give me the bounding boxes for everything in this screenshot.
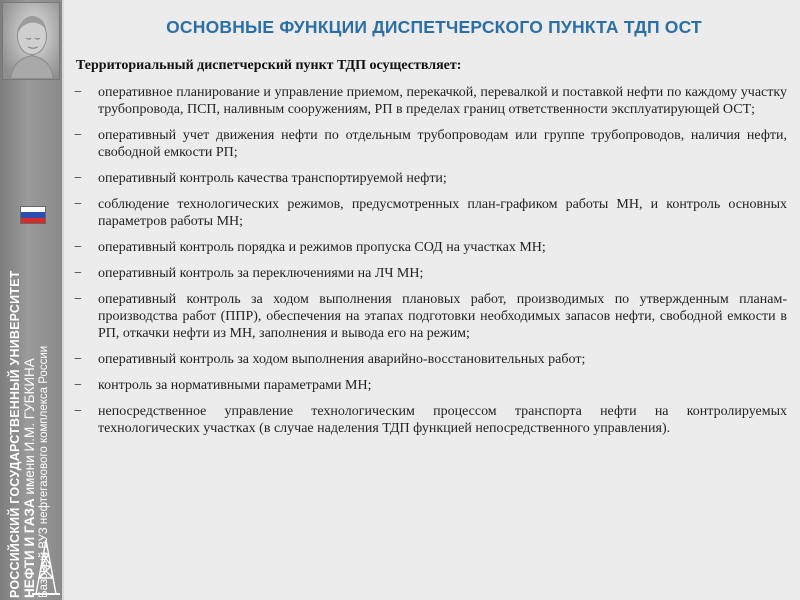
dash-bullet-icon: − xyxy=(74,404,82,419)
list-item-text: соблюдение технологических режимов, предусмотренных план-графиком работы МН, и контроль основных параметров работы МН; xyxy=(98,197,787,229)
dash-bullet-icon: − xyxy=(74,240,82,255)
dash-bullet-icon: − xyxy=(74,266,82,281)
dash-bullet-icon: − xyxy=(74,352,82,367)
dash-bullet-icon: − xyxy=(74,85,82,100)
list-item xyxy=(74,403,787,437)
list-item xyxy=(74,84,787,118)
list-item xyxy=(74,377,787,394)
portrait-logo-icon xyxy=(2,2,60,80)
list-item-text: оперативный учет движения нефти по отдельным трубопроводам или группе трубопроводов, наличия нефти, свободной емкости РП; xyxy=(98,128,787,160)
list-item xyxy=(74,196,787,230)
university-line-2: НЕФТИ И ГАЗА имени И.М. ГУБКИНА xyxy=(22,358,37,598)
list-item-text: контроль за нормативными параметрами МН; xyxy=(98,378,372,393)
list-item-text: оперативный контроль за ходом выполнения плановых работ, производимых по утвержденным планам-производства работ (ППР), обеспечения на этапах подготовки необходимых запасов нефти, свободной емкости в РП, откачки нефти из МН, заполнения и вывода его на режим; xyxy=(98,292,787,341)
university-line-3: Базовый ВУЗ нефтегазового комплекса России xyxy=(38,345,50,598)
list-item-text: оперативный контроль качества транспортируемой нефти; xyxy=(98,171,447,186)
page-title: ОСНОВНЫЕ ФУНКЦИИ ДИСПЕТЧЕРСКОГО ПУНКТА ТДП ОСТ xyxy=(166,17,702,37)
list-item xyxy=(74,170,787,187)
dash-bullet-icon: − xyxy=(74,171,82,186)
list-item xyxy=(74,127,787,161)
university-line-1: РОССИЙСКИЙ ГОСУДАРСТВЕННЫЙ УНИВЕРСИТЕТ xyxy=(8,270,22,598)
dash-bullet-icon: − xyxy=(74,378,82,393)
slide-content xyxy=(64,0,800,600)
sidebar xyxy=(0,0,62,600)
list-item-text: непосредственное управление технологическим процессом транспорта нефти на контролируемых технологических участках (в случае наделения ТДП функцией непосредственного управления). xyxy=(98,404,787,436)
dash-bullet-icon: − xyxy=(74,292,82,307)
list-item-text: оперативный контроль за ходом выполнения аварийно-восстановительных работ; xyxy=(98,352,586,367)
functions-list xyxy=(74,84,787,446)
intro-text: Территориальный диспетчерский пункт ТДП осуществляет: xyxy=(76,58,462,73)
list-item xyxy=(74,239,787,256)
dash-bullet-icon: − xyxy=(74,197,82,212)
list-item xyxy=(74,351,787,368)
list-item-text: оперативный контроль за переключениями на ЛЧ МН; xyxy=(98,266,424,281)
oil-derrick-icon xyxy=(32,538,60,596)
list-item-text: оперативный контроль порядка и режимов пропуска СОД на участках МН; xyxy=(98,240,546,255)
dash-bullet-icon: − xyxy=(74,128,82,143)
russian-flag-icon xyxy=(20,206,46,224)
list-item xyxy=(74,265,787,282)
list-item xyxy=(74,291,787,342)
list-item-text: оперативное планирование и управление приемом, перекачкой, перевалкой и поставкой нефти по каждому участку трубопровода, ПСП, наливным сооружениям, РП в пределах границ ответственности эксплуатирующей ОСТ; xyxy=(98,85,787,117)
